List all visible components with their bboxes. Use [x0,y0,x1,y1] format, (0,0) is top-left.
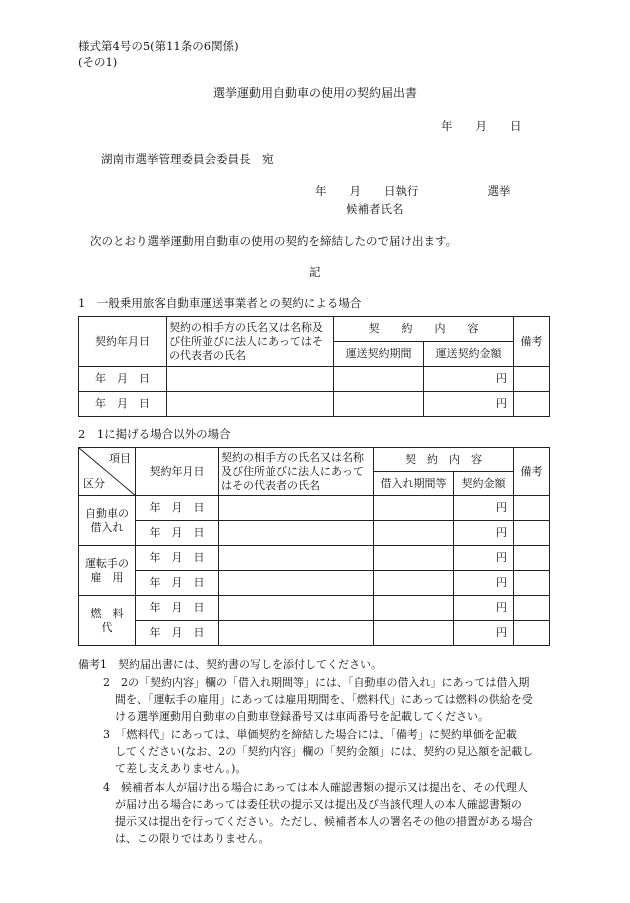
table-row [79,521,550,546]
yen-cell: 円 [454,546,514,571]
s2-col-contract: 契 約 内 容 [374,448,514,472]
section2-table [78,447,550,646]
note-3-line-3: て差し支えありません。)。 [115,762,247,775]
s2-col-remarks: 備考 [514,448,550,496]
period-cell [334,367,424,392]
note-4-line-3: 提示又は提出を行ってください。ただし、候補者本人の署名その他の措置がある場合 [115,815,533,828]
date-cell: 年 月 日 [79,367,167,392]
remarks-cell [514,521,550,546]
remarks-cell [514,571,550,596]
period-cell [374,621,454,646]
diagonal-header-cell [79,448,136,496]
period-cell [374,496,454,521]
table-row [79,496,550,521]
category-label: 自動車の借入れ [79,496,136,546]
note-4-line-2: が届け出る場合にあっては委任状の提示又は提出及び当該代理人の本人確認書類の [115,798,522,811]
s1-col-period: 運送契約期間 [334,342,424,367]
period-cell [374,546,454,571]
candidate-name-label: 候補者氏名 [346,202,404,216]
note-3-line-1: 3 「燃料代」にあっては、単価契約を締結した場合には、「備考」に契約単価を記載 [103,728,517,741]
ki-mark: 記 [309,265,321,279]
party-cell [219,546,374,571]
yen-cell: 円 [424,367,514,392]
party-cell [219,596,374,621]
s2-col-period: 借入れ期間等 [374,472,454,496]
remarks-cell [514,596,550,621]
document-title: 選挙運動用自動車の使用の契約届出書 [213,86,418,100]
note-2-line-3: ける選挙運動用自動車の自動車登録番号又は車両番号を記載してください。 [115,710,489,723]
note-2-line-2: 間を、「運転手の雇用」にあっては雇用期間を、「燃料代」にあっては燃料の供給を受 [115,693,533,706]
table-row [79,596,550,621]
remarks-cell [514,367,550,392]
party-cell [167,367,334,392]
intro-text: 次のとおり選挙運動用自動車の使用の契約を締結したので届け出ます。 [90,234,458,248]
yen-cell: 円 [454,571,514,596]
category-label: 運転手の雇 用 [79,546,136,596]
s1-col-contract: 契 約 内 容 [334,317,514,342]
s1-col-party: 契約の相手方の氏名又は名称及び住所並びに法人にあってはその代表者の氏名 [167,317,334,367]
date-cell: 年 月 日 [136,571,219,596]
yen-cell: 円 [454,621,514,646]
table-row [79,546,550,571]
period-cell [374,521,454,546]
table-row [79,367,550,392]
s2-col-amount: 契約金額 [454,472,514,496]
section1-heading: 1 一般乗用旅客自動車運送事業者との契約による場合 [78,296,362,310]
note-4-line-4: は、この限りではありません。 [115,832,270,845]
election-line: 年 月 日執行 選挙 [315,184,511,198]
party-cell [219,496,374,521]
table-row [79,621,550,646]
date-cell: 年 月 日 [136,496,219,521]
diag-top-label: 項目 [109,452,131,465]
form-number: 様式第4号の5(第11条の6関係) [78,39,239,53]
note-2-line-1: 2 2の「契約内容」欄の「借入れ期間等」には、「自動車の借入れ」にあっては借入期 [103,676,530,689]
s2-col-party: 契約の相手方の氏名又は名称及び住所並びに法人にあってはその代表者の氏名 [219,448,374,496]
category-label: 燃 料 代 [79,596,136,646]
section1-table [78,316,550,417]
s1-col-remarks: 備考 [514,317,550,367]
s1-col-amount: 運送契約金額 [424,342,514,367]
date-line: 年 月 日 [441,119,522,133]
addressee: 湖南市選挙管理委員会委員長 宛 [101,152,274,166]
period-cell [374,596,454,621]
date-cell: 年 月 日 [136,521,219,546]
diag-bottom-label: 区分 [83,477,105,490]
remarks-cell [514,621,550,646]
table-row [79,571,550,596]
yen-cell: 円 [454,521,514,546]
note-1: 備考1 契約届出書には、契約書の写しを添付してください。 [78,658,382,671]
date-cell: 年 月 日 [136,546,219,571]
yen-cell: 円 [454,596,514,621]
form-subnumber: (その1) [78,55,118,69]
note-3-line-2: してください(なお、2の「契約内容」欄の「契約金額」には、契約の見込額を記載し [115,745,534,758]
date-cell: 年 月 日 [136,621,219,646]
date-cell: 年 月 日 [136,596,219,621]
period-cell [334,392,424,417]
note-4-line-1: 4 候補者本人が届け出る場合にあっては本人確認書類の提示又は提出を、その代理人 [103,781,528,794]
party-cell [219,521,374,546]
section2-heading: 2 1に掲げる場合以外の場合 [78,427,231,441]
date-cell: 年 月 日 [79,392,167,417]
s2-col-date: 契約年月日 [136,448,219,496]
period-cell [374,571,454,596]
s1-col-date: 契約年月日 [79,317,167,367]
party-cell [167,392,334,417]
party-cell [219,621,374,646]
party-cell [219,571,374,596]
yen-cell: 円 [454,496,514,521]
remarks-cell [514,496,550,521]
remarks-cell [514,546,550,571]
remarks-cell [514,392,550,417]
yen-cell: 円 [424,392,514,417]
table-row [79,392,550,417]
